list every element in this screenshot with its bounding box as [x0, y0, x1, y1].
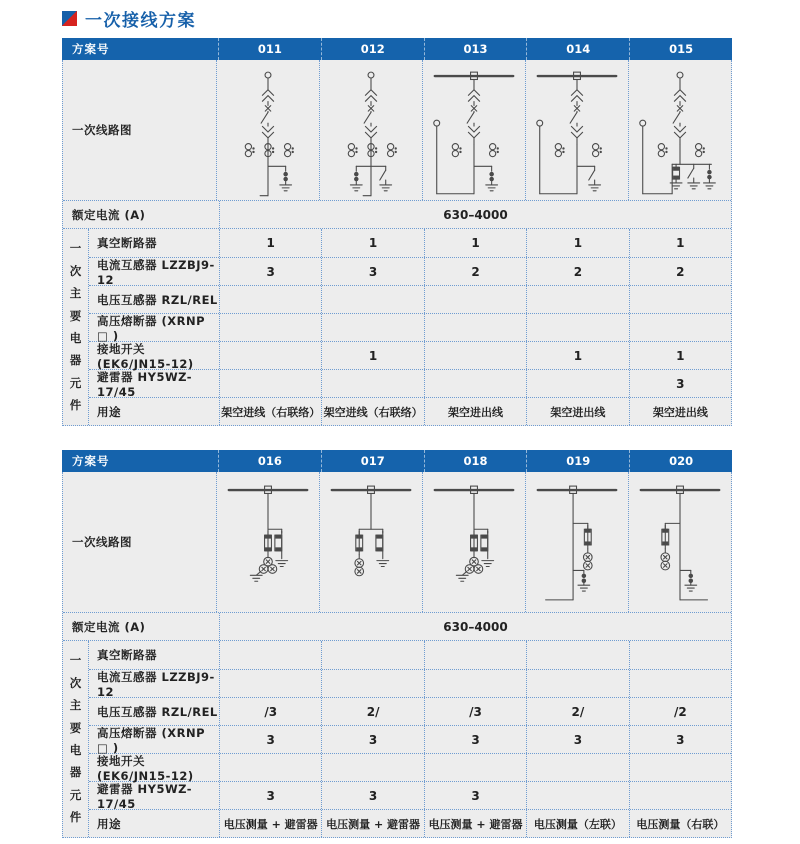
component-row [89, 725, 731, 753]
circuit-013-svg [423, 61, 525, 199]
component-value-014 [526, 314, 628, 341]
diagram-row-label: 一次线路图 [72, 123, 132, 137]
component-value-012 [321, 370, 423, 397]
component-block [63, 640, 731, 837]
component-row [89, 229, 731, 257]
header-scheme-no: 方案号 [72, 454, 110, 468]
component-group-label: 一次主要电器元件 [69, 653, 82, 825]
component-value-015 [629, 286, 731, 313]
usage-row [89, 809, 731, 837]
table-header-row [62, 38, 732, 60]
component-rows [89, 229, 731, 425]
scheme-table-1 [62, 38, 732, 426]
component-value-016 [219, 641, 321, 669]
component-value-014: 1 [526, 229, 628, 257]
circuit-016-svg [217, 473, 319, 611]
component-value-013 [424, 342, 526, 369]
diagram-cell-017 [319, 472, 422, 612]
component-value-014: 1 [526, 342, 628, 369]
rated-current-row [63, 612, 731, 640]
component-row-label: 真空断路器 [97, 236, 157, 250]
component-value-012: 1 [321, 342, 423, 369]
component-value-015: 2 [629, 258, 731, 285]
component-value-018: 3 [424, 726, 526, 753]
component-value-011 [219, 314, 321, 341]
circuit-018-svg [423, 473, 525, 611]
component-row-label: 电流互感器 LZZBJ9-12 [97, 257, 215, 287]
component-row [89, 257, 731, 285]
component-row-label: 高压熔断器 (XRNP □ ) [97, 725, 206, 755]
component-value-019 [526, 782, 628, 809]
component-group-strip [63, 229, 89, 425]
usage-row-label: 用途 [97, 816, 121, 831]
component-value-018 [424, 754, 526, 781]
component-value-011: 1 [219, 229, 321, 257]
column-header-019: 019 [526, 450, 629, 472]
component-value-016 [219, 670, 321, 697]
component-value-013: 2 [424, 258, 526, 285]
usage-value-018: 电压测量 + 避雷器 [424, 810, 526, 837]
column-header-013: 013 [424, 38, 527, 60]
component-row [89, 697, 731, 725]
component-block [63, 228, 731, 425]
component-value-020 [629, 670, 731, 697]
diagram-cell-018 [422, 472, 525, 612]
component-row-label: 接地开关 (EK6/JN15-12) [97, 341, 194, 371]
component-row [89, 369, 731, 397]
component-value-011 [219, 286, 321, 313]
component-value-018 [424, 641, 526, 669]
column-header-011: 011 [218, 38, 321, 60]
page-title: 一次接线方案 [85, 11, 196, 31]
component-value-011 [219, 342, 321, 369]
component-value-017 [321, 641, 423, 669]
component-value-019: 3 [526, 726, 628, 753]
usage-value-017: 电压测量 + 避雷器 [321, 810, 423, 837]
component-group-strip [63, 641, 89, 837]
component-row [89, 341, 731, 369]
usage-value-015: 架空进出线 [629, 398, 731, 425]
component-row-label: 真空断路器 [97, 648, 157, 662]
circuit-015-svg [629, 61, 731, 199]
component-row [89, 641, 731, 669]
column-header-018: 018 [424, 450, 527, 472]
diagram-cell-016 [216, 472, 319, 612]
usage-value-014: 架空进出线 [526, 398, 628, 425]
component-value-012 [321, 314, 423, 341]
circuit-011-svg [217, 61, 319, 199]
component-value-020 [629, 641, 731, 669]
component-value-016: /3 [219, 698, 321, 725]
component-row-label: 高压熔断器 (XRNP □ ) [97, 313, 206, 343]
diagram-cell-012 [319, 60, 422, 200]
circuit-020-svg [629, 473, 731, 611]
component-value-013 [424, 370, 526, 397]
component-value-012: 1 [321, 229, 423, 257]
component-row-label: 电压互感器 RZL/REL [97, 704, 218, 719]
table-body [62, 472, 732, 838]
table-body [62, 60, 732, 426]
column-header-016: 016 [218, 450, 321, 472]
component-value-019: 2/ [526, 698, 628, 725]
rated-current-label: 额定电流 (A) [72, 207, 146, 222]
diagram-cell-014 [525, 60, 628, 200]
component-value-020 [629, 782, 731, 809]
section-marker-icon [62, 11, 77, 26]
component-row [89, 753, 731, 781]
diagram-cell-020 [628, 472, 731, 612]
usage-value-019: 电压测量（左联） [526, 810, 628, 837]
component-value-015: 1 [629, 342, 731, 369]
component-value-016: 3 [219, 726, 321, 753]
component-value-016: 3 [219, 782, 321, 809]
component-value-020 [629, 754, 731, 781]
component-value-015: 3 [629, 370, 731, 397]
component-row [89, 285, 731, 313]
component-value-014 [526, 286, 628, 313]
component-value-012: 3 [321, 258, 423, 285]
component-value-019 [526, 641, 628, 669]
component-value-019 [526, 670, 628, 697]
usage-row [89, 397, 731, 425]
component-value-015 [629, 314, 731, 341]
component-value-017: 3 [321, 782, 423, 809]
usage-value-020: 电压测量（右联） [629, 810, 731, 837]
component-row-label: 电压互感器 RZL/REL [97, 292, 218, 307]
diagram-row [63, 472, 731, 612]
diagram-cell-013 [422, 60, 525, 200]
component-value-018 [424, 670, 526, 697]
circuit-014-svg [526, 61, 628, 199]
component-value-017: 2/ [321, 698, 423, 725]
component-value-018: /3 [424, 698, 526, 725]
scheme-table-2 [62, 450, 732, 838]
usage-value-016: 电压测量 + 避雷器 [219, 810, 321, 837]
component-value-017 [321, 754, 423, 781]
component-value-015: 1 [629, 229, 731, 257]
header-scheme-no: 方案号 [72, 42, 110, 56]
rated-current-value: 630–4000 [219, 613, 731, 640]
component-value-014 [526, 370, 628, 397]
component-row [89, 313, 731, 341]
circuit-012-svg [320, 61, 422, 199]
component-value-017: 3 [321, 726, 423, 753]
diagram-cell-019 [525, 472, 628, 612]
component-row-label: 接地开关 (EK6/JN15-12) [97, 753, 194, 783]
component-row-label: 避雷器 HY5WZ-17/45 [97, 781, 193, 811]
usage-row-label: 用途 [97, 404, 121, 419]
rated-current-value: 630–4000 [219, 201, 731, 228]
component-value-013: 1 [424, 229, 526, 257]
column-header-015: 015 [629, 38, 732, 60]
rated-current-row [63, 200, 731, 228]
component-value-011 [219, 370, 321, 397]
component-value-018: 3 [424, 782, 526, 809]
usage-value-012: 架空进线（右联络） [321, 398, 423, 425]
column-header-017: 017 [321, 450, 424, 472]
component-row [89, 781, 731, 809]
circuit-017-svg [320, 473, 422, 611]
rated-current-label: 额定电流 (A) [72, 619, 146, 634]
usage-value-013: 架空进出线 [424, 398, 526, 425]
component-row-label: 避雷器 HY5WZ-17/45 [97, 369, 193, 399]
component-value-016 [219, 754, 321, 781]
component-value-012 [321, 286, 423, 313]
component-row [89, 669, 731, 697]
component-value-019 [526, 754, 628, 781]
usage-value-011: 架空进线（右联络） [219, 398, 321, 425]
column-header-020: 020 [629, 450, 732, 472]
component-value-020: 3 [629, 726, 731, 753]
table-header-row [62, 450, 732, 472]
component-value-013 [424, 314, 526, 341]
component-value-013 [424, 286, 526, 313]
diagram-cell-015 [628, 60, 731, 200]
section-header [62, 6, 196, 31]
circuit-019-svg [526, 473, 628, 611]
component-group-label: 一次主要电器元件 [69, 241, 82, 413]
column-header-014: 014 [526, 38, 629, 60]
component-row-label: 电流互感器 LZZBJ9-12 [97, 669, 215, 699]
component-value-017 [321, 670, 423, 697]
component-rows [89, 641, 731, 837]
diagram-row [63, 60, 731, 200]
column-header-012: 012 [321, 38, 424, 60]
component-value-020: /2 [629, 698, 731, 725]
diagram-row-label: 一次线路图 [72, 535, 132, 549]
component-value-014: 2 [526, 258, 628, 285]
component-value-011: 3 [219, 258, 321, 285]
diagram-cell-011 [216, 60, 319, 200]
